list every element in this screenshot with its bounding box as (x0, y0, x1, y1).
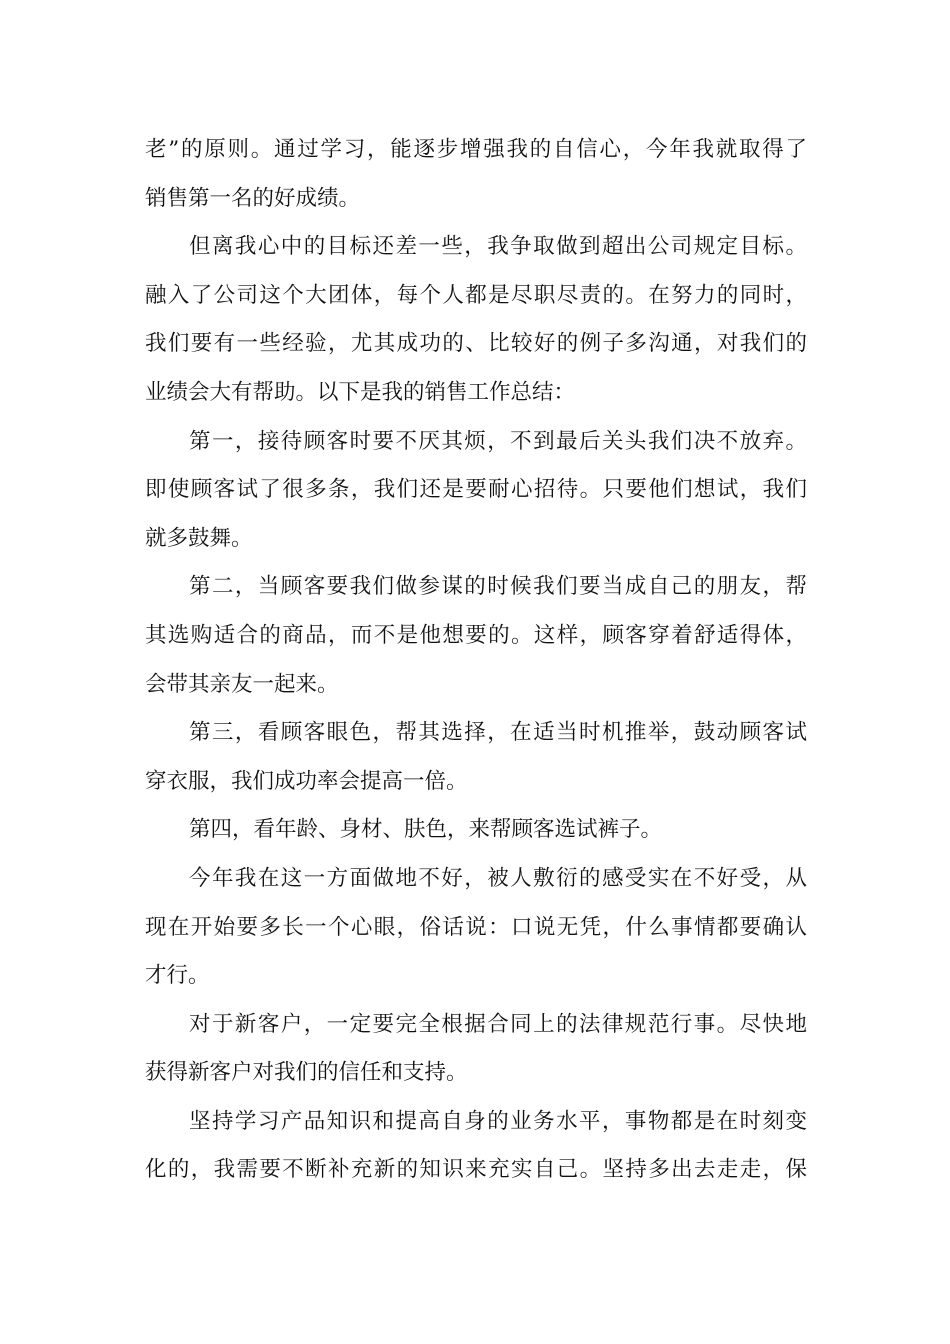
body-text (145, 126, 807, 1195)
paragraph-first-line: 坚持学习产品知识和提高自身的业务水平，事物都是在时刻变 (189, 1108, 807, 1134)
paragraph-first-line: 第一，接待顾客时要不厌其烦，不到最后关头我们决不放弃。 (189, 428, 807, 454)
text-line: 其选购适合的商品，而不是他想要的。这样，顾客穿着舒适得体， (145, 622, 807, 648)
paragraph-first-line: 但离我心中的目标还差一些，我争取做到超出公司规定目标。 (189, 234, 807, 260)
paragraph-first-line: 今年我在这一方面做地不好，被人敷衍的感受实在不好受，从 (189, 865, 807, 891)
text-line: 老”的原则。通过学习，能逐步增强我的自信心，今年我就取得了 (145, 137, 807, 162)
text-line: 现在开始要多长一个心眼，俗话说：口说无凭，什么事情都要确认 (145, 914, 807, 940)
text-line: 我们要有一些经验，尤其成功的、比较好的例子多沟通，对我们的 (145, 331, 807, 357)
paragraph-first-line: 对于新客户，一定要完全根据合同上的法律规范行事。尽快地 (189, 1011, 807, 1037)
text-line: 销售第一名的好成绩。 (145, 185, 361, 211)
paragraph-first-line: 第二，当顾客要我们做参谋的时候我们要当成自己的朋友，帮 (189, 574, 807, 600)
text-line: 穿衣服，我们成功率会提高一倍。 (145, 768, 468, 794)
text-line: 化的，我需要不断补充新的知识来充实自己。坚持多出去走走，保 (145, 1157, 807, 1183)
text-line: 就多鼓舞。 (145, 525, 253, 551)
text-line: 业绩会大有帮助。以下是我的销售工作总结： (145, 379, 576, 405)
text-line: 才行。 (145, 963, 210, 989)
paragraph-first-line: 第四，看年龄、身材、肤色，来帮顾客选试裤子。 (189, 817, 663, 843)
text-line: 融入了公司这个大团体，每个人都是尽职尽责的。在努力的同时， (145, 282, 807, 308)
text-line: 获得新客户对我们的信任和支持。 (145, 1060, 468, 1086)
text-line: 即使顾客试了很多条，我们还是要耐心招待。只要他们想试，我们 (145, 477, 807, 503)
text-line: 会带其亲友一起来。 (145, 671, 339, 697)
paragraph-first-line: 第三，看顾客眼色，帮其选择，在适当时机推举，鼓动顾客试 (189, 720, 807, 746)
